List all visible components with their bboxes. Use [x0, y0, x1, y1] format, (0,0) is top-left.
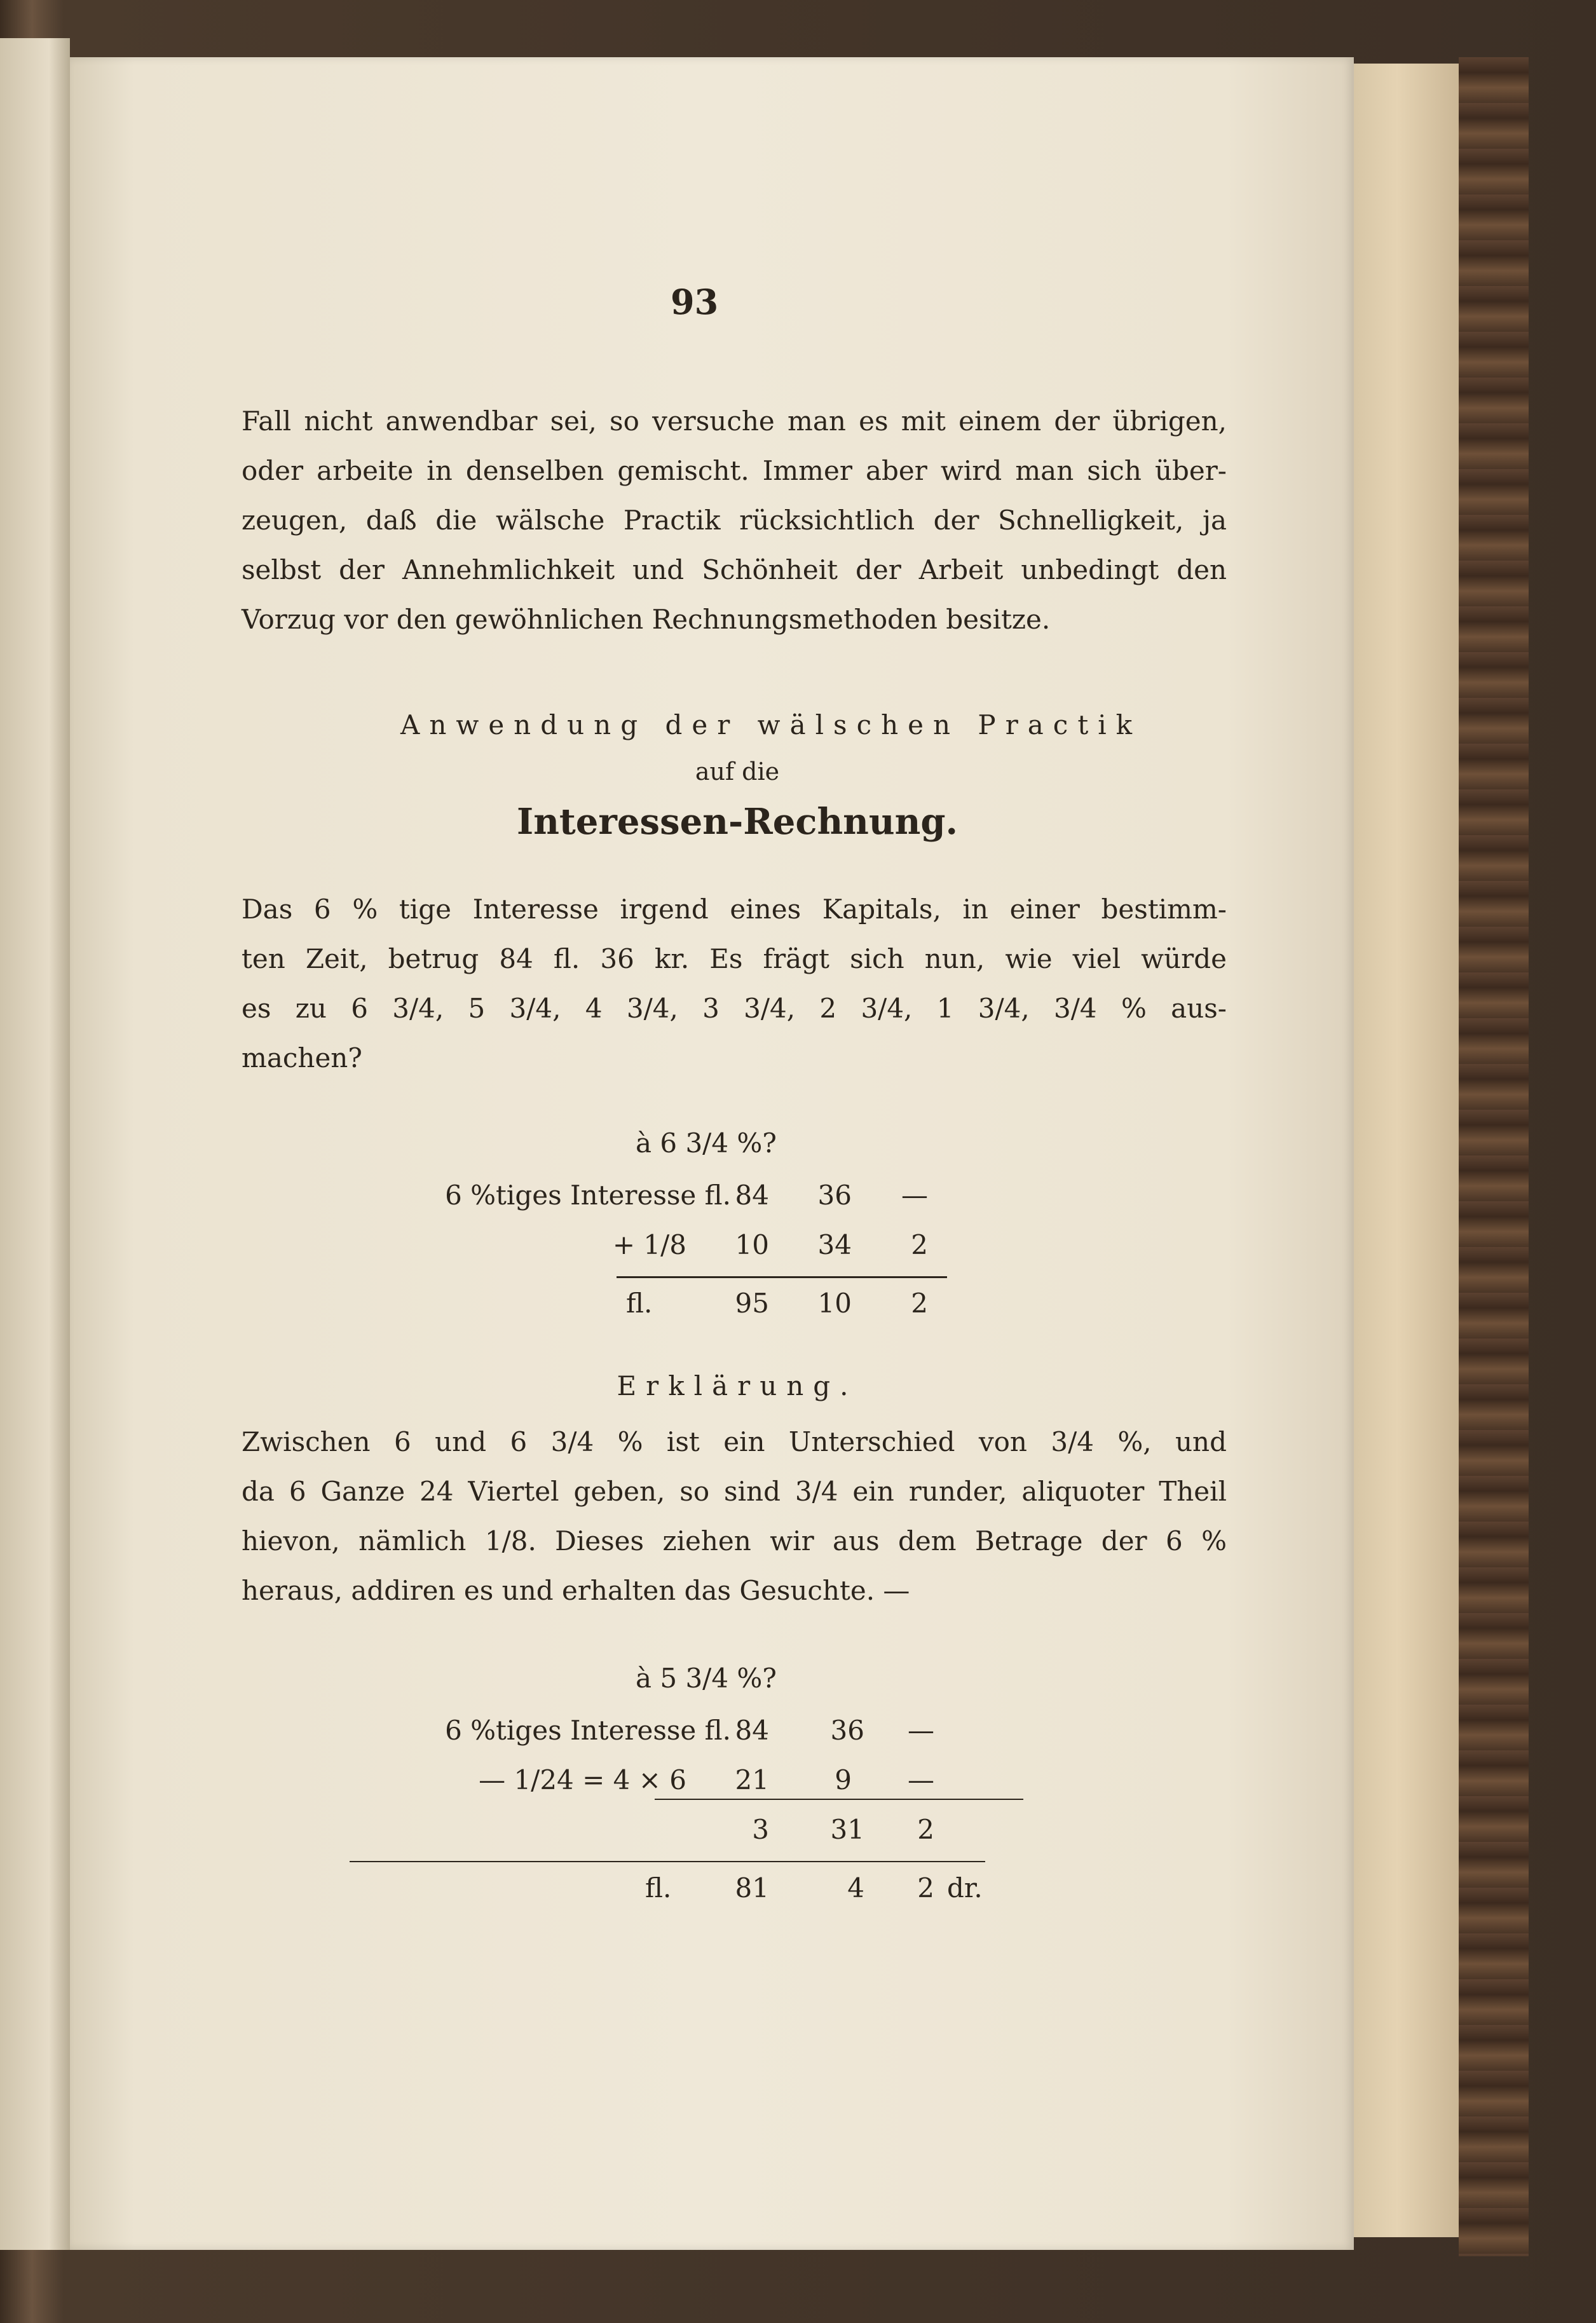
explanation-line: hievon, nämlich 1/8. Dieses ziehen wir aus dem Betrage der 6 % [242, 1525, 1227, 1557]
calc1-row2-b: 34 [817, 1229, 852, 1260]
calc1-total-c: 2 [911, 1288, 928, 1319]
calc1-row1-b: 36 [817, 1180, 852, 1211]
calc2-row1-label: 6 %tiges Interesse fl. [445, 1715, 731, 1746]
explanation-line: heraus, addiren es und erhalten das Gesuchte. — [242, 1575, 910, 1606]
section-title: Interessen-Rechnung. [517, 801, 958, 843]
calc2-total-b: 4 [847, 1872, 864, 1904]
section-subheading: auf die [695, 758, 780, 786]
calc1-row2-label: + 1/8 [612, 1229, 686, 1260]
book-page [70, 57, 1354, 2250]
calc2-row1-b: 36 [830, 1715, 864, 1746]
explanation-line: da 6 Ganze 24 Viertel geben, so sind 3/4 ein runder, aliquoter Theil [242, 1476, 1227, 1507]
calc2-row2-c: — [908, 1764, 934, 1795]
intro-line: Vorzug vor den gewöhnlichen Rechnungsmethoden besitze. [242, 604, 1051, 635]
calc2-row2-b: 9 [835, 1764, 852, 1795]
intro-line: oder arbeite in denselben gemischt. Immer aber wird man sich über- [242, 455, 1227, 486]
page-stack-edge [1354, 64, 1462, 2237]
calc1-row1-label: 6 %tiges Interesse fl. [445, 1180, 731, 1211]
intro-line: selbst der Annehmlichkeit und Schönheit der Arbeit unbedingt den [242, 554, 1227, 585]
calc2-row2-underline [655, 1799, 1023, 1800]
calc2-title: à 5 3/4 %? [636, 1663, 777, 1694]
book-spine [1459, 57, 1529, 2256]
problem-line: es zu 6 3/4, 5 3/4, 4 3/4, 3 3/4, 2 3/4, 1 3/4, 3/4 % aus- [242, 993, 1227, 1024]
calc1-title: à 6 3/4 %? [636, 1127, 777, 1159]
calc1-total-a: 95 [735, 1288, 769, 1319]
calc1-row1-a: 84 [735, 1180, 769, 1211]
calc1-total-label: fl. [626, 1288, 653, 1319]
calc2-row3-c: 2 [917, 1814, 934, 1845]
page-number: 93 [671, 282, 719, 322]
problem-line: Das 6 % tige Interesse irgend eines Kapitals, in einer bestimm- [242, 894, 1227, 925]
calc2-total-unit: dr. [947, 1872, 983, 1904]
left-page-edge [0, 38, 70, 2250]
calc2-total-a: 81 [735, 1872, 769, 1904]
calc2-row2-a: 21 [735, 1764, 769, 1795]
problem-line: machen? [242, 1042, 362, 1073]
calc2-total-c: 2 [917, 1872, 934, 1904]
calc2-sum-rule [350, 1861, 985, 1862]
section-heading: Anwendung der wälschen Practik [400, 709, 1142, 740]
intro-line: Fall nicht anwendbar sei, so versuche man es mit einem der übrigen, [242, 405, 1227, 437]
calc2-row2-label: — 1/24 = 4 × 6 [479, 1764, 686, 1795]
problem-line: ten Zeit, betrug 84 fl. 36 kr. Es frägt sich nun, wie viel würde [242, 943, 1227, 974]
calc1-row1-c: — [901, 1180, 928, 1211]
explanation-line: Zwischen 6 und 6 3/4 % ist ein Unterschied von 3/4 %, und [242, 1426, 1227, 1457]
calc2-row3-a: 3 [752, 1814, 769, 1845]
calc1-sum-rule [617, 1276, 947, 1278]
calc2-row1-a: 84 [735, 1715, 769, 1746]
calc1-row2-a: 10 [735, 1229, 769, 1260]
explanation-title: Erklärung. [617, 1370, 858, 1401]
calc2-row1-c: — [908, 1715, 934, 1746]
calc2-row3-b: 31 [830, 1814, 864, 1845]
calc2-total-label: fl. [645, 1872, 672, 1904]
intro-line: zeugen, daß die wälsche Practik rücksichtlich der Schnelligkeit, ja [242, 505, 1227, 536]
calc1-total-b: 10 [817, 1288, 852, 1319]
calc1-row2-c: 2 [911, 1229, 928, 1260]
